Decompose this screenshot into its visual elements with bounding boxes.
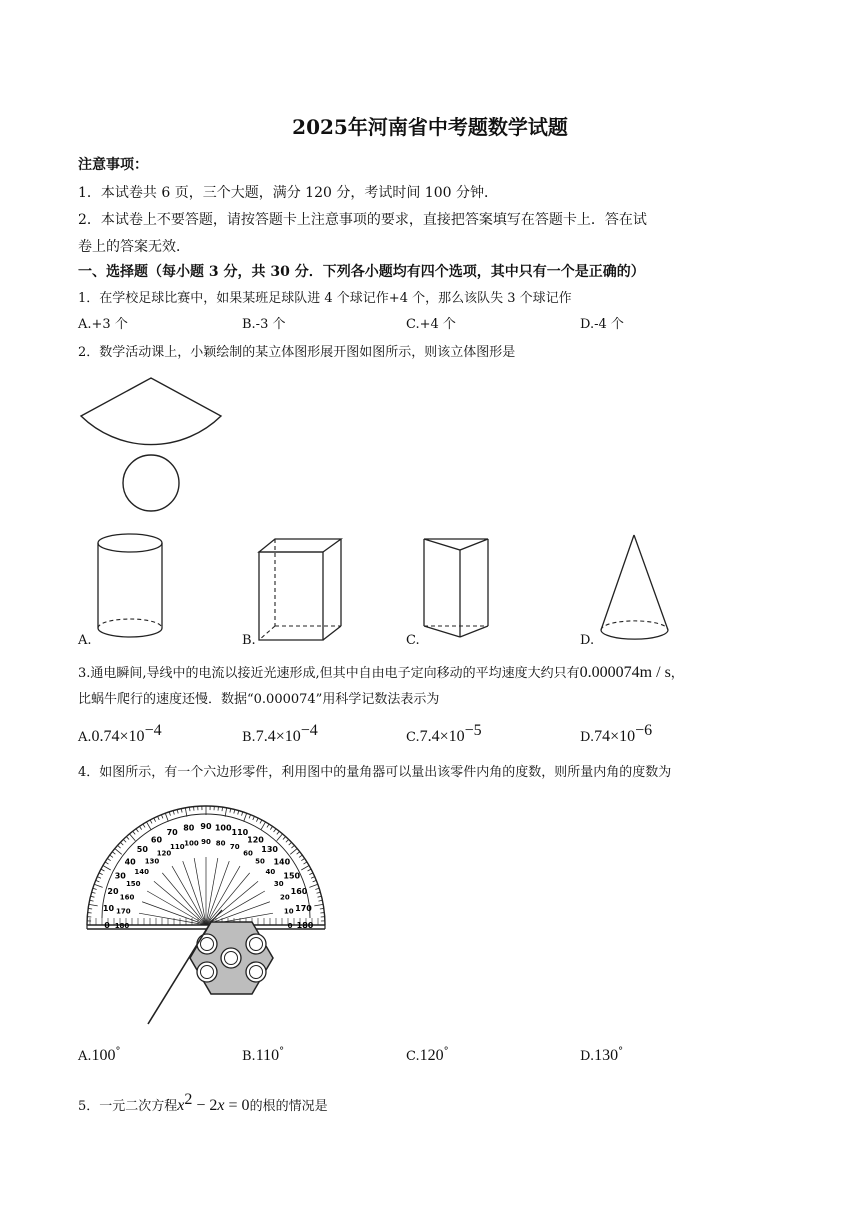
protractor-tick (177, 810, 178, 814)
protractor-label-inner: 60 (243, 849, 253, 858)
question-2-option-d: D. (580, 633, 595, 648)
protractor-label-inner: 20 (280, 893, 290, 902)
protractor-label-inner: 40 (265, 868, 276, 877)
question-2-option-c: C. (406, 633, 420, 648)
protractor-label-inner: 10 (283, 907, 294, 916)
question-3-speed: 0.000074m / s (579, 664, 671, 681)
protractor-tick (181, 809, 182, 813)
protractor-tick (261, 822, 266, 830)
protractor-tick (244, 813, 247, 821)
question-4-option-b: B.110° (242, 1046, 285, 1064)
protractor-label-inner: 150 (125, 880, 141, 888)
protractor-tick (225, 808, 227, 817)
protractor-tick (267, 824, 269, 827)
protractor-tick (169, 812, 170, 816)
protractor-tick (286, 839, 289, 842)
protractor (87, 806, 325, 930)
protractor-label-outer: 170 (295, 903, 312, 913)
protractor-label-outer: 130 (261, 845, 278, 855)
question-5-stem: 5．一元二次方程$x^2 - 2x = 0$的根的情况是 (78, 1091, 328, 1114)
protractor-tick (89, 904, 98, 906)
protractor-tick (96, 880, 100, 881)
protractor-label-outer: 0 (104, 921, 110, 930)
protractor-tick (173, 811, 174, 815)
net-circle (123, 455, 179, 511)
protractor-tick (318, 900, 322, 901)
protractor-tick (147, 822, 152, 830)
protractor-label-inner: 180 (114, 922, 130, 930)
question-1-option-a: A.+3 个 (78, 317, 128, 332)
notice-line-2: 2．本试卷上不要答题，请按答题卡上注意事项的要求，直接把答案填写在答题卡上．答在试 (78, 212, 647, 228)
protractor-tick (143, 824, 145, 827)
protractor-tick (158, 816, 160, 820)
question-3-stem-text: 3.通电瞬间,导线中的电流以接近光速形成,但其中自由电子定向移动的平均速度大约只有 (78, 666, 580, 681)
protractor-label-outer: 10 (102, 903, 115, 913)
protractor-label-outer: 100 (214, 823, 232, 833)
protractor-tick (136, 829, 138, 832)
protractor-tick (130, 834, 136, 841)
protractor-tick (161, 815, 162, 819)
page-title: 2025年河南省中考题数学试题 (292, 115, 568, 139)
protractor-tick (189, 807, 190, 811)
question-1-option-b: B.-3 个 (242, 317, 286, 332)
solid-cone (597, 532, 672, 647)
protractor-tick (94, 884, 102, 887)
protractor-label-inner: 110 (169, 843, 185, 852)
question-1-option-d: D.-4 个 (580, 317, 624, 332)
protractor-tick (103, 866, 111, 871)
protractor-tick (101, 869, 105, 871)
protractor-tick (150, 820, 152, 824)
protractor-label-outer: 160 (290, 887, 308, 897)
notice-line-1: 1．本试卷共 6 页，三个大题，满分 120 分，考试时间 100 分钟． (78, 185, 498, 201)
notice-heading: 注意事项： (78, 157, 148, 173)
protractor-label-outer: 70 (166, 827, 178, 837)
question-3-option-c: $C.7.4\times 10^{-5}$ (406, 722, 482, 745)
protractor-label-inner: 30 (273, 880, 284, 888)
protractor-tick (291, 845, 294, 848)
protractor-label-inner: 80 (215, 839, 226, 848)
protractor-tick (283, 837, 286, 840)
protractor-tick (301, 866, 309, 871)
question-3-comma: ， (670, 666, 684, 681)
net-diagram (78, 372, 228, 517)
protractor-tick (290, 849, 297, 855)
protractor-tick (304, 862, 307, 864)
question-3-option-b: $B.7.4\times 10^{-4}$ (242, 722, 318, 745)
protractor-tick (253, 816, 255, 820)
protractor-label-outer: 90 (200, 822, 212, 831)
protractor-tick (185, 808, 187, 817)
protractor-tick (313, 880, 317, 881)
protractor-tick (154, 818, 156, 822)
protractor-tick (309, 884, 317, 887)
question-2-option-a: A. (78, 633, 92, 648)
protractor-tick (301, 858, 304, 860)
protractor-label-outer: 60 (150, 835, 163, 845)
protractor-tick (91, 896, 95, 897)
protractor-label-inner: 90 (201, 838, 211, 846)
protractor-label-outer: 140 (273, 857, 291, 867)
protractor-label-inner: 160 (119, 893, 135, 902)
question-3-option-a: $A.0.74\times 10^{-4}$ (78, 722, 162, 745)
protractor-tick (126, 837, 129, 840)
protractor-tick (256, 818, 258, 822)
protractor-tick (277, 834, 283, 841)
protractor-tick (277, 831, 279, 834)
protractor-tick (93, 888, 97, 889)
protractor-tick (110, 855, 113, 857)
protractor-label-inner: 70 (229, 843, 240, 852)
protractor-label-outer: 180 (296, 921, 314, 930)
protractor-figure (84, 792, 329, 1032)
protractor-tick (315, 888, 319, 889)
protractor-tick (92, 892, 96, 893)
question-3-stem-line-2: 比蜗牛爬行的速度还慢．数据“0.000074”用科学记数法表示为 (78, 692, 440, 707)
solid-cylinder (90, 530, 170, 645)
protractor-label-inner: 170 (115, 907, 131, 916)
protractor-tick (318, 896, 322, 897)
protractor-tick (289, 842, 292, 845)
protractor-tick (234, 810, 235, 814)
protractor-tick (97, 877, 101, 879)
question-4-option-d: D.130° (580, 1046, 624, 1064)
protractor-tick (115, 849, 122, 855)
protractor-tick (311, 877, 315, 879)
question-2-stem: 2．数学活动课上，小颖绘制的某立体图形展开图如图所示，则该立体图形是 (78, 345, 516, 360)
protractor-label-inner: 0 (287, 922, 293, 930)
protractor-label-outer: 120 (247, 835, 264, 845)
protractor-label-outer: 80 (183, 823, 195, 833)
protractor-tick (297, 852, 300, 854)
protractor-tick (133, 831, 135, 834)
question-2-option-b: B. (242, 633, 256, 648)
protractor-label-outer: 50 (136, 845, 148, 855)
question-4-stem: 4．如图所示，有一个六边形零件，利用图中的量角器可以量出该零件内角的度数，则所量内角的度数为 (78, 765, 672, 780)
protractor-tick (165, 813, 168, 821)
protractor-tick (139, 826, 141, 829)
protractor-label-inner: 130 (144, 857, 160, 866)
protractor-label-outer: 150 (283, 871, 301, 881)
solid-rectangular-prism (255, 536, 350, 646)
question-3-stem-line-1 (78, 664, 684, 683)
protractor-tick (317, 892, 321, 893)
solid-triangular-prism (420, 536, 495, 641)
protractor-tick (105, 862, 108, 864)
protractor-tick (222, 807, 223, 811)
protractor-label-outer: 110 (231, 827, 249, 837)
protractor-tick (88, 908, 92, 909)
protractor-tick (230, 809, 231, 813)
protractor-tick (314, 904, 323, 906)
protractor-label-outer: 40 (124, 857, 136, 867)
net-sector (81, 378, 221, 445)
protractor-tick (260, 820, 262, 824)
hexagon-part (190, 922, 273, 994)
protractor-tick (120, 842, 123, 845)
protractor-label-inner: 50 (255, 857, 265, 866)
protractor-tick (249, 815, 250, 819)
protractor-label-outer: 20 (107, 887, 119, 897)
protractor-label-inner: 100 (184, 839, 199, 848)
protractor-label-inner: 140 (134, 868, 149, 877)
protractor-tick (118, 845, 121, 848)
notice-line-2-cont: 卷上的答案无效． (78, 239, 190, 255)
question-4-option-a: A.100° (78, 1046, 121, 1064)
protractor-tick (320, 908, 324, 909)
question-4-option-c: C.120° (406, 1046, 449, 1064)
section-heading: 一、选择题（每小题 3 分，共 30 分．下列各小题均有四个选项，其中只有一个是正确的） (78, 264, 645, 280)
protractor-label-outer: 30 (114, 871, 126, 881)
protractor-tick (112, 852, 115, 854)
protractor-tick (274, 829, 276, 832)
protractor-tick (123, 839, 126, 842)
protractor-tick (299, 855, 302, 857)
question-3-option-d: $D.74\times 10^{-6}$ (580, 722, 653, 745)
protractor-tick (242, 812, 243, 816)
protractor-tick (90, 900, 94, 901)
question-1-option-c: C.+4 个 (406, 317, 456, 332)
protractor-tick (309, 873, 313, 875)
question-1-stem: 1．在学校足球比赛中，如果某班足球队进 4 个球记作+4 个，那么该队失 3 个球记作 (78, 291, 572, 306)
protractor-tick (270, 826, 272, 829)
protractor-tick (99, 873, 103, 875)
protractor-tick (308, 869, 312, 871)
protractor-tick (107, 858, 110, 860)
protractor-label-inner: 120 (156, 849, 172, 858)
protractor-tick (238, 811, 239, 815)
